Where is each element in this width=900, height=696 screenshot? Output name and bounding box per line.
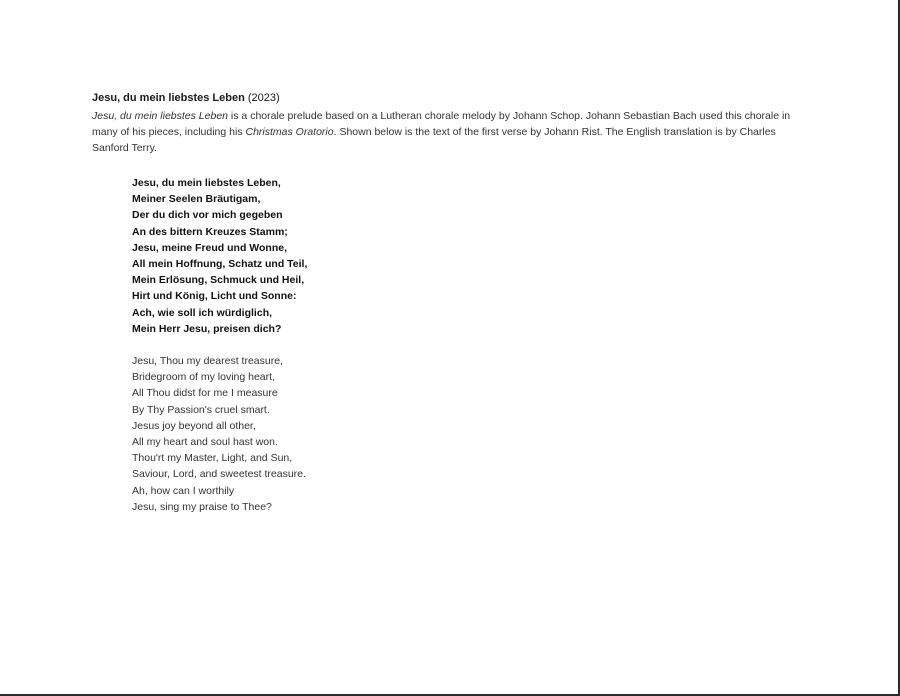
- intro-text-2: . Shown below is the text of the first verse by Johann Rist. The English translation is by Charles Sanford Terry.: [92, 126, 776, 154]
- english-verse-line: By Thy Passion's cruel smart.: [132, 403, 270, 416]
- intro-paragraph: [92, 108, 808, 156]
- piece-title: Jesu, du mein liebstes Leben: [92, 92, 245, 104]
- german-verse-line: Jesu, du mein liebstes Leben,: [132, 177, 281, 189]
- english-verse-line: Saviour, Lord, and sweetest treasure.: [132, 468, 306, 481]
- german-verse-line: Mein Herr Jesu, preisen dich?: [132, 322, 282, 335]
- german-verse-line: An des bittern Kreuzes Stamm;: [132, 225, 288, 238]
- german-verse-line: Ach, wie soll ich würdiglich,: [132, 306, 273, 319]
- piece-heading: [92, 90, 808, 106]
- document-content: [92, 90, 808, 515]
- english-verse-line: Bridegroom of my loving heart,: [132, 371, 275, 384]
- english-verse: [132, 353, 808, 515]
- english-verse-line: Jesu, sing my praise to Thee?: [132, 500, 272, 513]
- german-verse-line: Mein Erlösung, Schmuck und Heil,: [132, 274, 305, 287]
- german-verse-line: Jesu, meine Freud und Wonne,: [132, 241, 287, 254]
- german-verse-line: Meiner Seelen Bräutigam,: [132, 193, 261, 206]
- intro-text-1: is a chorale prelude based on a Lutheran chorale melody by Johann Schop. Johann Sebastian Bach used this chorale in many of his pieces, including his: [92, 110, 791, 138]
- english-verse-line: Ah, how can I worthily: [132, 484, 235, 497]
- german-verse-line: Hirt und König, Licht und Sonne:: [132, 290, 297, 303]
- german-verse: [132, 175, 808, 337]
- english-verse-line: Thou'rt my Master, Light, and Sun,: [132, 452, 293, 465]
- german-verse-line: Der du dich vor mich gegeben: [132, 209, 283, 222]
- german-verse-line: All mein Hoffnung, Schatz und Teil,: [132, 258, 308, 271]
- intro-title-italic: Jesu, du mein liebstes Leben: [92, 110, 229, 122]
- english-verse-line: Jesu, Thou my dearest treasure,: [132, 355, 283, 368]
- english-verse-line: All my heart and soul hast won.: [132, 436, 278, 449]
- intro-work-italic: Christmas Oratorio: [245, 126, 334, 138]
- english-verse-line: All Thou didst for me I measure: [132, 387, 278, 400]
- english-verse-line: Jesus joy beyond all other,: [132, 419, 256, 432]
- piece-year: (2023): [247, 92, 280, 104]
